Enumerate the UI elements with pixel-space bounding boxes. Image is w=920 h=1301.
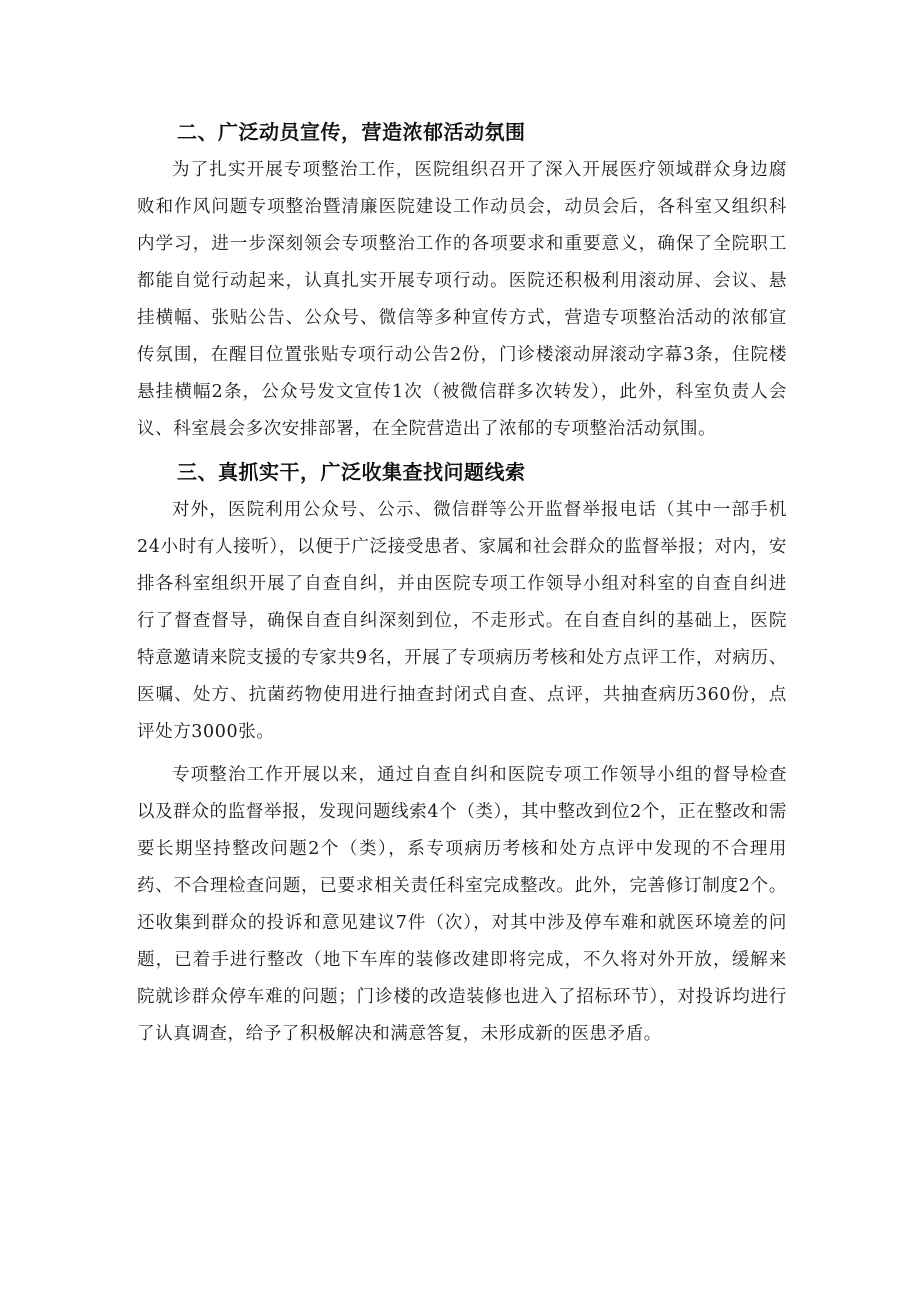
document-body (137, 118, 787, 1053)
section-3-paragraph-1: 对外，医院利用公众号、公示、微信群等公开监督举报电话（其中一部手机24小时有人接听），以便于广泛接受患者、家属和社会群众的监督举报；对内，安排各科室组织开展了自查自纠，并由医院专项工作领导小组对科室的自查自纠进行了督查督导，确保自查自纠深刻到位，不走形式。在自查自纠的基础上，医院特意邀请来院支援的专家共9名，开展了专项病历考核和处方点评工作，对病历、医嘱、处方、抗菌药物使用进行抽查封闭式自查、点评，共抽查病历360份，点评处方3000张。 (137, 500, 787, 742)
section-2-paragraph-1: 为了扎实开展专项整治工作，医院组织召开了深入开展医疗领域群众身边腐败和作风问题专项整治暨清廉医院建设工作动员会，动员会后，各科室又组织科内学习，进一步深刻领会专项整治工作的各项要求和重要意义，确保了全院职工都能自觉行动起来，认真扎实开展专项行动。医院还积极利用滚动屏、会议、悬挂横幅、张贴公告、公众号、微信等多种宣传方式，营造专项整治活动的浓郁宣传氛围，在醒目位置张贴专项行动公告2份，门诊楼滚动屏滚动字幕3条，住院楼悬挂横幅2条，公众号发文宣传1次（被微信群多次转发），此外，科室负责人会议、科室晨会多次安排部署，在全院营造出了浓郁的专项整治活动氛围。 (137, 160, 787, 439)
section-3-paragraph-2: 专项整治工作开展以来，通过自查自纠和医院专项工作领导小组的督导检查以及群众的监督举报，发现问题线索4个（类），其中整改到位2个，正在整改和需要长期坚持整改问题2个（类），系专项病历考核和处方点评中发现的不合理用药、不合理检查问题，已要求相关责任科室完成整改。此外，完善修订制度2个。还收集到群众的投诉和意见建议7件（次），对其中涉及停车难和就医环境差的问题，已着手进行整改（地下车库的装修改建即将完成，不久将对外开放，缓解来院就诊群众停车难的问题；门诊楼的改造装修也进入了招标环节），对投诉均进行了认真调查，给予了积极解决和满意答复，未形成新的医患矛盾。 (137, 765, 787, 1044)
section-heading-2: 二、广泛动员宣传，营造浓郁活动氛围 (177, 120, 526, 144)
section-heading-3: 三、真抓实干，广泛收集查找问题线索 (177, 460, 526, 484)
